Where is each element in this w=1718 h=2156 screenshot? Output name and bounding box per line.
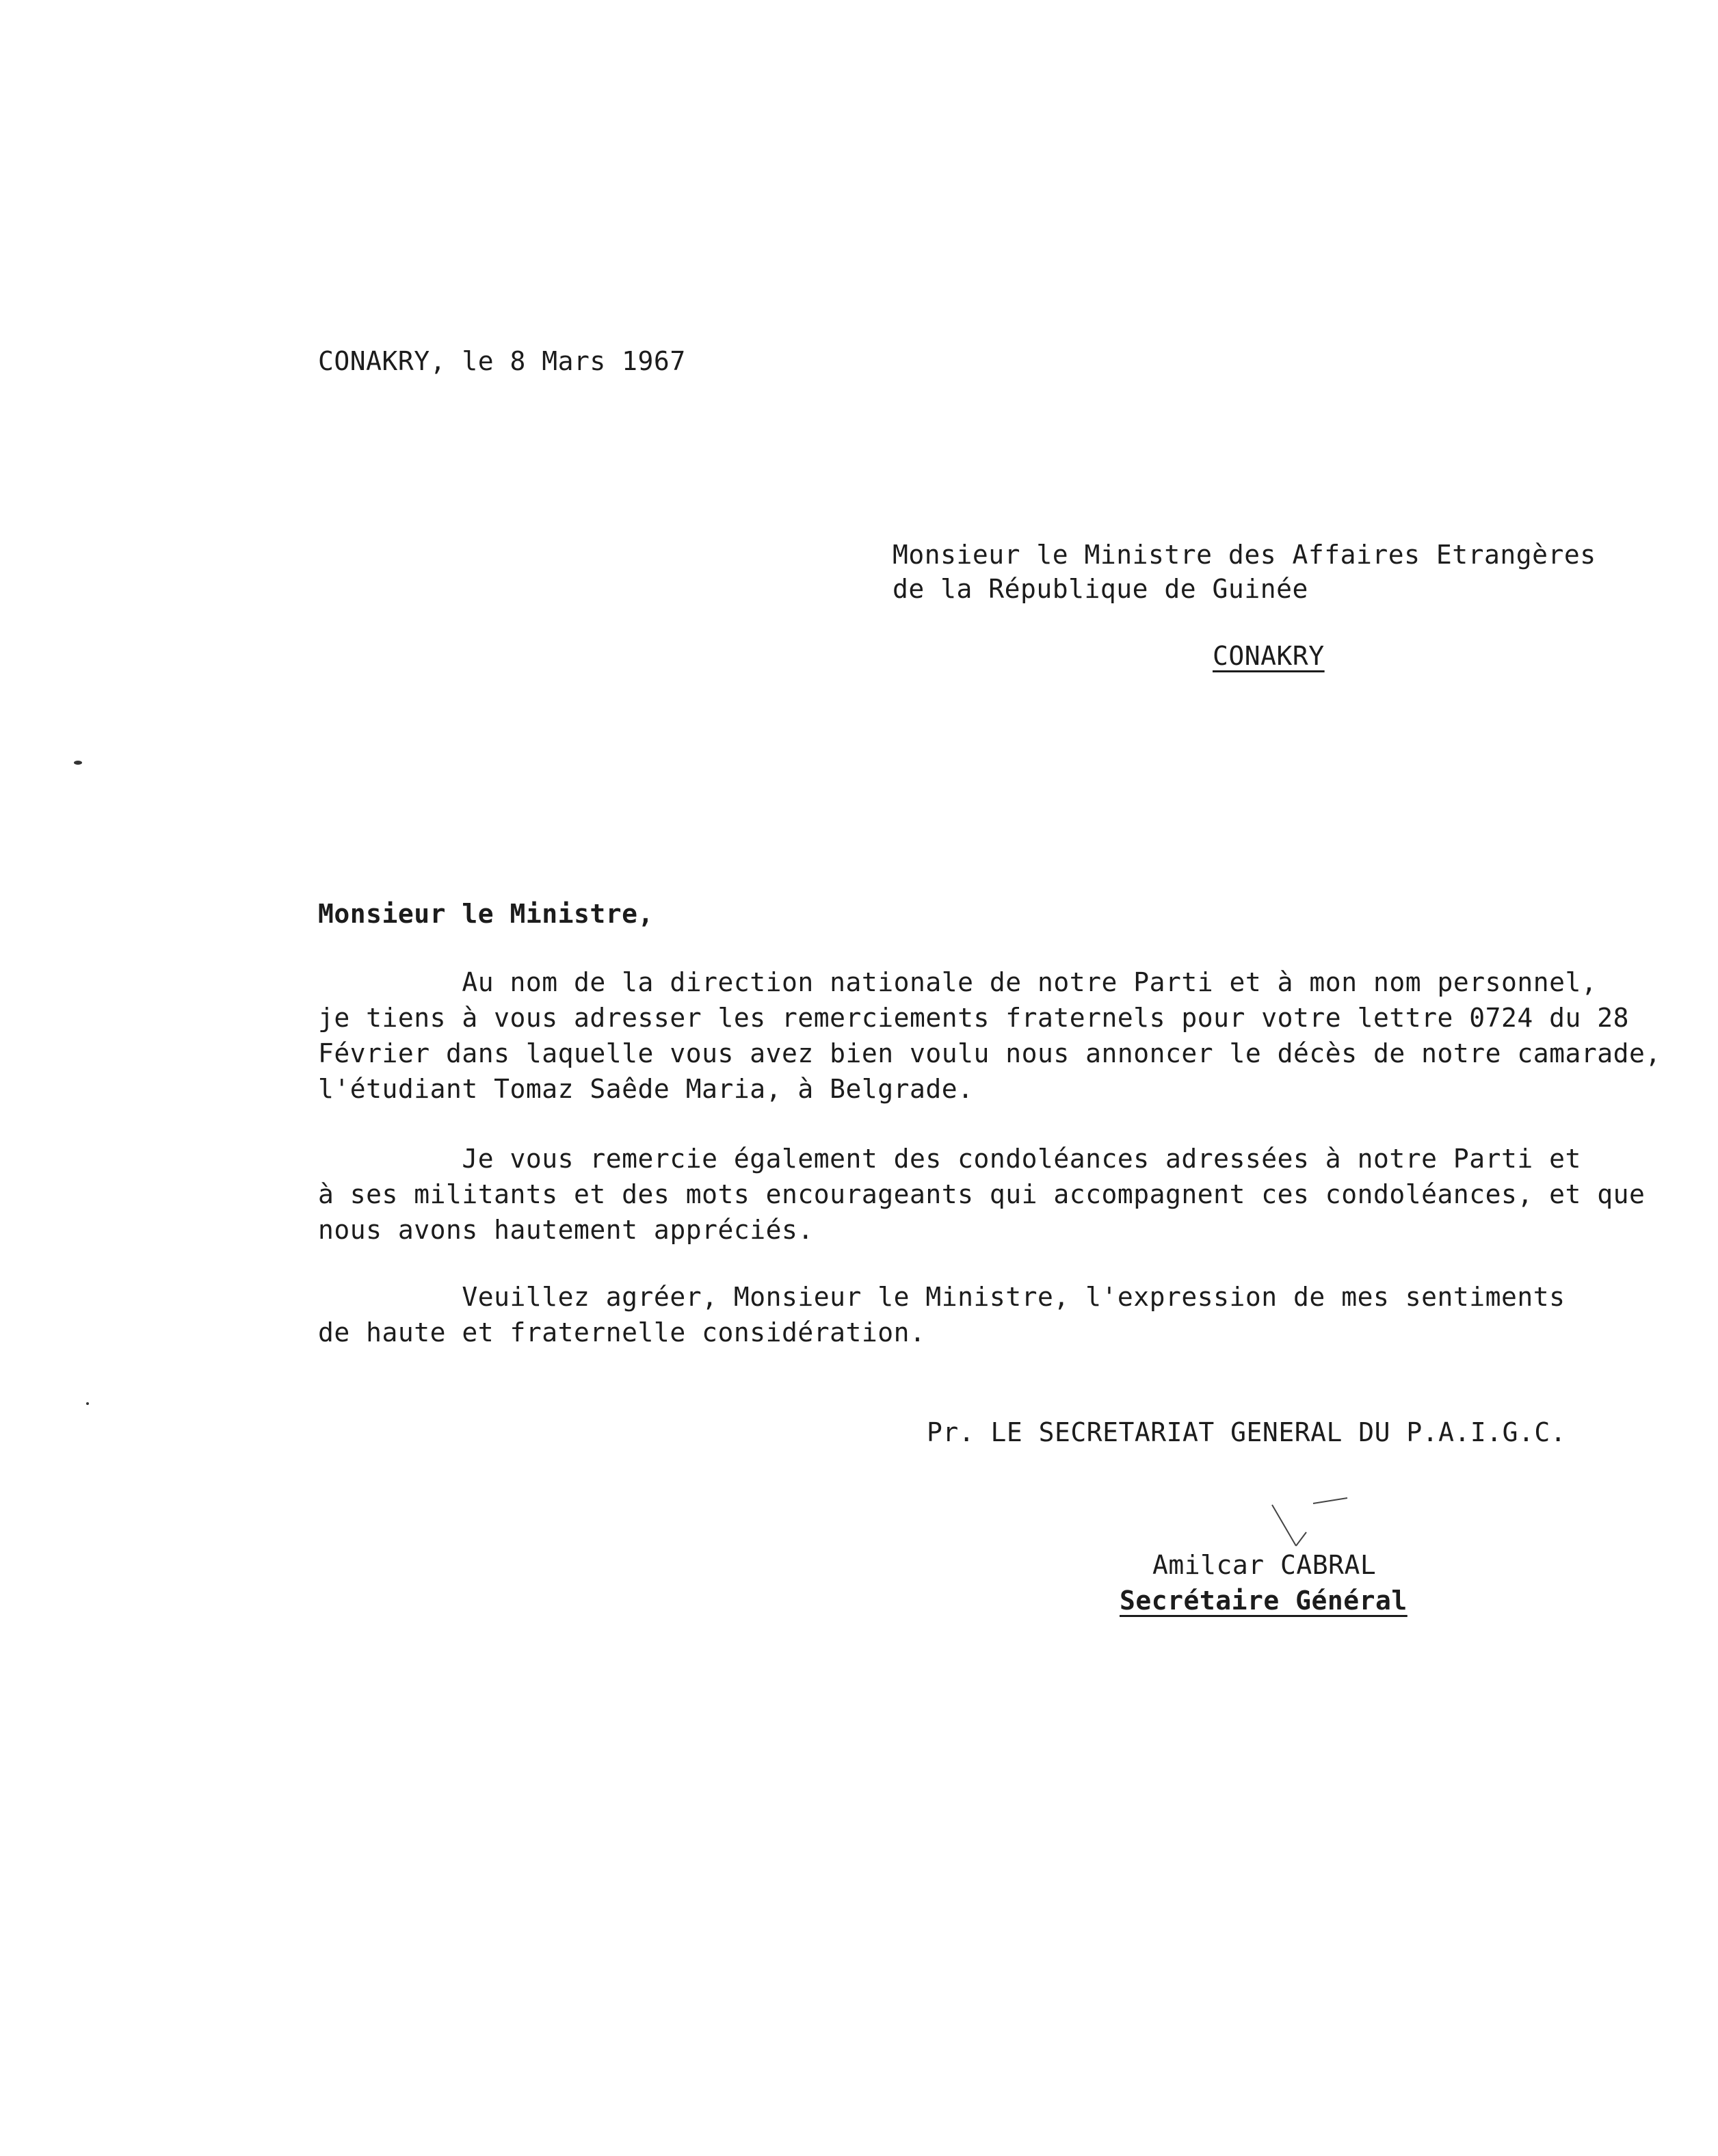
paragraph-1-line: Février dans laquelle vous avez bien voulu nous annoncer le décès de notre camarade, [318,1038,1661,1068]
on-behalf-line: Pr. LE SECRETARIAT GENERAL DU P.A.I.G.C. [927,1417,1567,1447]
paragraph-2-line: Je vous remercie également des condoléances adressées à notre Parti et [318,1144,1581,1174]
paragraph-1-line: Au nom de la direction nationale de notre Parti et à mon nom personnel, [318,967,1598,997]
paragraph-3-line: Veuillez agréer, Monsieur le Ministre, l'expression de mes sentiments [318,1282,1565,1312]
paragraph-2-line: nous avons hautement appréciés. [318,1215,814,1245]
paragraph-1-line: l'étudiant Tomaz Saêde Maria, à Belgrade. [318,1074,974,1104]
paragraph-1-line: je tiens à vous adresser les remerciements fraternels pour votre lettre 0724 du 28 [318,1003,1629,1033]
scan-speck [74,761,82,765]
paragraph-3-line: de haute et fraternelle considération. [318,1317,926,1348]
signatory-title: Secrétaire Général [1120,1586,1408,1616]
recipient-line-2: de la République de Guinée [893,574,1308,604]
date-line: CONAKRY, le 8 Mars 1967 [318,346,686,376]
scan-speck [86,1402,89,1405]
paragraph-2-line: à ses militants et des mots encourageants qui accompagnent ces condoléances, et que [318,1179,1646,1209]
signatory-name: Amilcar CABRAL [1152,1550,1377,1580]
recipient-city: CONAKRY [1213,641,1325,671]
recipient-line-1: Monsieur le Ministre des Affaires Etrangères [893,540,1596,570]
salutation: Monsieur le Ministre, [318,899,654,929]
